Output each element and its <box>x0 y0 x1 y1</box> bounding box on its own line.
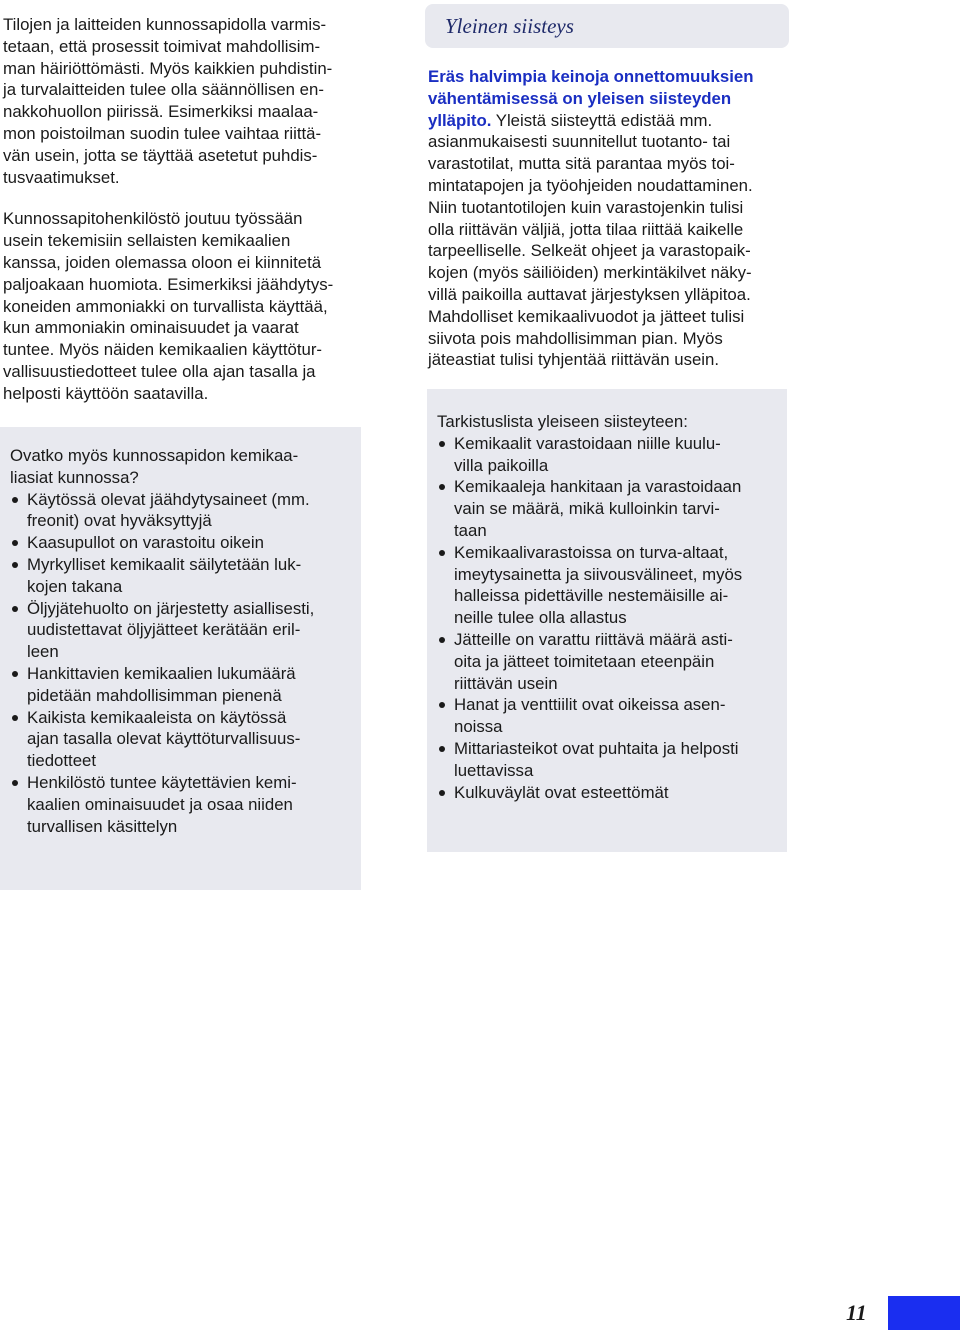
cleanliness-checklist-box <box>427 389 787 852</box>
list-item: Hankittavien kemikaalien lukumäärä pidetään mahdollisimman pienenä <box>10 663 351 707</box>
checklist-question: Ovatko myös kunnossapidon kemikaa- liasiat kunnossa? <box>10 446 299 487</box>
right-column <box>425 4 793 371</box>
maintenance-checklist <box>10 489 351 838</box>
list-item: Kaasupullot on varastoitu oikein <box>10 532 351 554</box>
section-header <box>425 4 789 48</box>
list-item: Kemikaalit varastoidaan niille kuulu- villa paikoilla <box>437 433 777 477</box>
list-item: Kemikaalivarastoissa on turva-altaat, imeytysainetta ja siivousvälineet, myös halleissa pidettäville nestemäisille ai- neille tulee olla allastus <box>437 542 777 629</box>
list-item: Hanat ja venttiilit ovat oikeissa asen- noissa <box>437 694 777 738</box>
maintenance-paragraph: Kunnossapitohenkilöstö joutuu työssään usein tekemisiin sellaisten kemikaalien kanssa, joiden olemassa oloon ei kiinnitetä paljoakaan huomiota. Esimerkiksi jäähdytys- koneiden ammoniakki on turvallista käyttää, kun ammoniakin ominaisuudet ja vaarat tuntee. Myös näiden kemikaalien käyttötur- vallisuustiedotteet tulee olla ajan tasalla ja helposti käyttöön saatavilla. <box>3 209 334 403</box>
maintenance-checklist-box <box>0 427 361 890</box>
list-item: Henkilöstö tuntee käytettävien kemi- kaalien ominaisuudet ja osaa niiden turvallisen käsittelyn <box>10 772 351 837</box>
section-title: Yleinen siisteys <box>445 13 574 38</box>
cleanliness-checklist <box>437 433 777 804</box>
list-item: Jätteille on varattu riittävä määrä asti- oita ja jätteet toimitetaan eteenpäin riittävän usein <box>437 629 777 694</box>
page-tab-marker <box>888 1296 960 1330</box>
checklist-heading: Tarkistuslista yleiseen siisteyteen: <box>437 412 688 431</box>
lead-text: Eräs halvimpia keinoja onnettomuuksien vähentämisessä on yleisen siisteyden ylläpito. <box>428 67 754 130</box>
list-item: Kemikaaleja hankitaan ja varastoidaan vain se määrä, mikä kulloinkin tarvi- taan <box>437 476 777 541</box>
list-item: Öljyjätehuolto on järjestetty asiallisesti, uudistettavat öljyjätteet kerätään eril- leen <box>10 598 351 663</box>
list-item: Käytössä olevat jäähdytysaineet (mm. freonit) ovat hyväksyttyjä <box>10 489 351 533</box>
list-item: Mittariasteikot ovat puhtaita ja helposti luettavissa <box>437 738 777 782</box>
left-column <box>3 14 363 405</box>
page-number: 11 <box>846 1300 867 1325</box>
cleanliness-paragraph <box>425 66 793 371</box>
list-item: Kulkuväylät ovat esteettömät <box>437 782 777 804</box>
list-item: Kaikista kemikaaleista on käytössä ajan tasalla olevat käyttöturvallisuus- tiedotteet <box>10 707 351 772</box>
list-item: Myrkylliset kemikaalit säilytetään luk- kojen takana <box>10 554 351 598</box>
intro-paragraph: Tilojen ja laitteiden kunnossapidolla varmis- tetaan, että prosessit toimivat mahdollisim- man häiriöttömästi. Myös kaikkien puhdistin- ja turvalaitteiden tulee olla säännöllisen en- nakkohuollon piirissä. Esimerkiksi maalaa- mon poistoilman suodin tulee vaihtaa riittä- vän usein, jotta se täyttää asetetut puhdis- tusvaatimukset. <box>3 15 333 187</box>
body-text: Yleistä siisteyttä edistää mm. asianmukaisesti suunnitellut tuotanto- tai varastotilat, mutta sitä parantaa myös toi- mintatapojen ja työohjeiden noudattaminen. Niin tuotantotilojen kuin varastojenkin tulisi olla riittävän väljiä, jotta tilaa riittää kaikelle tarpeelliselle. Selkeät ohjeet ja varastopaik- kojen (myös säiliöiden) merkintäkilvet näky- villä paikoilla auttavat järjestyksen ylläpitoa. Mahdolliset kemikaalivuodot ja jätteet tulisi siivota pois mahdollisimman pian. Myös jäteastiat tulisi tyhjentää riittävän usein. <box>428 110 753 370</box>
